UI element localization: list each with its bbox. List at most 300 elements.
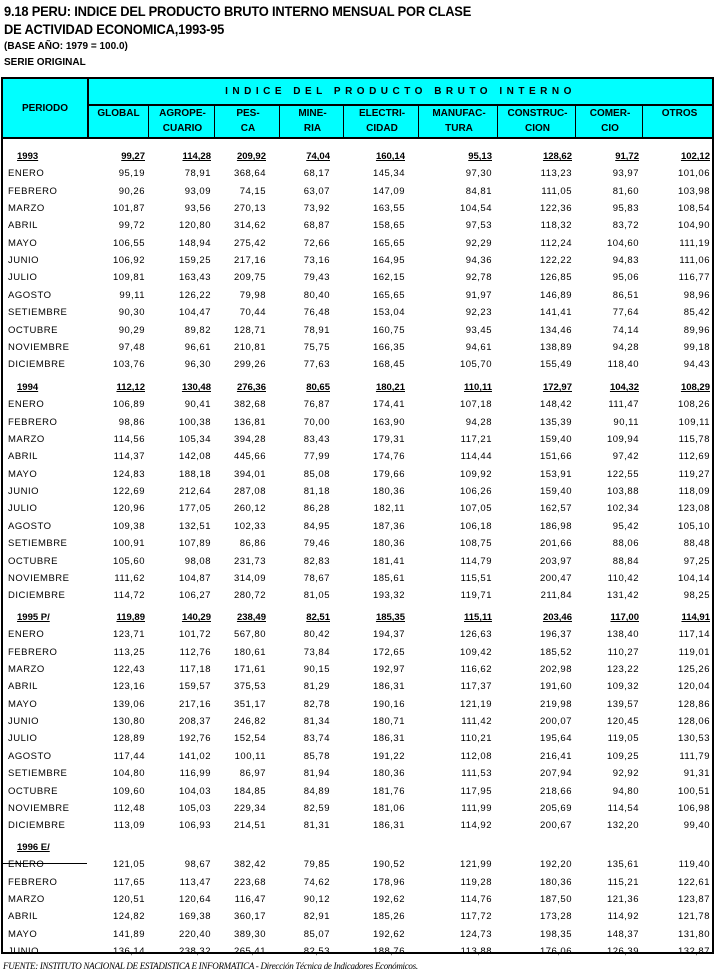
cell-value: 192,20 — [539, 859, 572, 871]
cell-value: 198,35 — [539, 928, 572, 940]
cell-value: 123,16 — [112, 681, 145, 693]
cell-value: 109,60 — [112, 785, 145, 797]
period-label: MAYO — [8, 237, 38, 249]
cell-value: 81,60 — [612, 185, 639, 197]
cell-value: 128,86 — [677, 698, 710, 710]
cell-value: 102,12 — [680, 151, 710, 162]
month-row — [3, 749, 712, 766]
period-label: OCTUBRE — [8, 324, 58, 336]
cell-value: 94,61 — [465, 341, 492, 353]
cell-value: 368,64 — [233, 168, 266, 180]
cell-value: 121,99 — [459, 859, 492, 871]
cell-value: 114,44 — [460, 451, 492, 463]
cell-value: 106,89 — [112, 399, 145, 411]
cell-value: 200,47 — [539, 572, 572, 584]
column-header-line1: AGROPE- — [159, 108, 206, 119]
cell-value: 104,90 — [677, 220, 710, 232]
cell-value: 117,00 — [610, 612, 639, 623]
cell-value: 116,99 — [179, 768, 211, 780]
cell-value: 111,79 — [679, 750, 710, 762]
cell-value: 276,36 — [236, 382, 266, 393]
cell-value: 68,17 — [303, 168, 330, 180]
column-header — [282, 106, 344, 137]
period-label: JUNIO — [8, 946, 39, 958]
period-label: MAYO — [8, 928, 38, 940]
cell-value: 130,48 — [181, 382, 211, 393]
cell-value: 81,18 — [303, 486, 330, 498]
period-label: JUNIO — [8, 255, 39, 267]
cell-value: 91,72 — [615, 151, 639, 162]
column-header-line1: ELECTRI- — [358, 108, 406, 119]
cell-value: 141,89 — [112, 928, 145, 940]
cell-value: 151,66 — [539, 451, 572, 463]
cell-value: 128,89 — [112, 733, 145, 745]
period-label: ABRIL — [8, 911, 38, 923]
cell-value: 108,29 — [680, 382, 710, 393]
cell-value: 123,08 — [677, 503, 710, 515]
cell-value: 299,26 — [233, 359, 266, 371]
cell-value: 72,66 — [303, 237, 330, 249]
period-label: MARZO — [8, 664, 45, 676]
cell-value: 159,25 — [178, 255, 211, 267]
cell-value: 119,01 — [678, 646, 710, 658]
cell-value: 113,23 — [540, 168, 572, 180]
cell-value: 88,06 — [612, 538, 639, 550]
cell-value: 108,75 — [459, 538, 492, 550]
cell-value: 98,96 — [683, 289, 710, 301]
cell-value: 265,41 — [233, 946, 266, 958]
cell-value: 209,75 — [233, 272, 266, 284]
cell-value: 148,37 — [606, 928, 639, 940]
column-header-line1: MANUFAC- — [432, 108, 486, 119]
month-row — [3, 536, 712, 553]
cell-value: 118,32 — [540, 220, 572, 232]
month-row — [3, 571, 712, 588]
cell-value: 160,14 — [375, 151, 405, 162]
cell-value: 105,10 — [677, 520, 710, 532]
cell-value: 94,28 — [612, 341, 639, 353]
cell-value: 74,62 — [303, 876, 330, 888]
cell-value: 162,15 — [372, 272, 405, 284]
divider-1996 — [3, 863, 87, 864]
cell-value: 114,28 — [182, 151, 211, 162]
cell-value: 131,42 — [606, 590, 639, 602]
cell-value: 99,27 — [121, 151, 145, 162]
month-row — [3, 875, 712, 892]
cell-value: 153,91 — [539, 468, 572, 480]
cell-value: 99,18 — [683, 341, 710, 353]
cell-value: 122,22 — [539, 255, 572, 267]
month-row — [3, 766, 712, 783]
cell-value: 94,43 — [683, 359, 710, 371]
cell-value: 117,37 — [460, 681, 492, 693]
cell-value: 163,43 — [178, 272, 211, 284]
cell-value: 394,28 — [233, 434, 266, 446]
cell-value: 146,89 — [539, 289, 572, 301]
cell-value: 139,06 — [112, 698, 145, 710]
cell-value: 96,61 — [184, 341, 211, 353]
cell-value: 238,32 — [178, 946, 211, 958]
cell-value: 210,81 — [233, 341, 266, 353]
cell-value: 173,28 — [539, 911, 572, 923]
cell-value: 90,15 — [303, 664, 330, 676]
cell-value: 96,30 — [184, 359, 211, 371]
cell-value: 122,69 — [112, 486, 145, 498]
cell-value: 168,45 — [372, 359, 405, 371]
cell-value: 79,85 — [303, 859, 330, 871]
cell-value: 132,20 — [606, 820, 639, 832]
cell-value: 180,71 — [372, 716, 405, 728]
cell-value: 114,54 — [607, 802, 639, 814]
cell-value: 180,36 — [539, 876, 572, 888]
cell-value: 82,59 — [303, 802, 330, 814]
cell-value: 145,34 — [372, 168, 405, 180]
cell-value: 92,92 — [612, 768, 639, 780]
cell-value: 93,09 — [184, 185, 211, 197]
period-label: FEBRERO — [8, 876, 58, 888]
month-row — [3, 236, 712, 253]
cell-value: 84,95 — [303, 520, 330, 532]
column-header-line1: OTROS — [661, 108, 698, 119]
cell-value: 103,88 — [606, 486, 639, 498]
cell-value: 100,11 — [234, 750, 266, 762]
period-label: DICIEMBRE — [8, 359, 66, 371]
cell-value: 97,42 — [612, 451, 639, 463]
cell-value: 114,91 — [681, 612, 710, 623]
cell-value: 104,54 — [459, 203, 492, 215]
cell-value: 128,62 — [542, 151, 572, 162]
month-row — [3, 714, 712, 731]
cell-value: 105,03 — [178, 802, 211, 814]
cell-value: 118,09 — [678, 486, 710, 498]
year-total-row — [3, 380, 712, 397]
cell-value: 94,83 — [612, 255, 639, 267]
title-line-1: 9.18 PERU: INDICE DEL PRODUCTO BRUTO INTERNO MENSUAL POR CLASE — [4, 3, 472, 19]
cell-value: 80,65 — [306, 382, 330, 393]
cell-value: 238,49 — [236, 612, 266, 623]
cell-value: 351,17 — [233, 698, 266, 710]
cell-value: 216,41 — [539, 750, 572, 762]
cell-value: 172,97 — [542, 382, 572, 393]
cell-value: 77,63 — [303, 359, 330, 371]
cell-value: 186,31 — [372, 681, 405, 693]
cell-value: 113,88 — [460, 946, 492, 958]
cell-value: 260,12 — [233, 503, 266, 515]
cell-value: 73,92 — [303, 203, 330, 215]
cell-value: 99,11 — [119, 289, 145, 301]
period-label: 1994 — [17, 382, 39, 393]
month-row — [3, 627, 712, 644]
cell-value: 84,89 — [303, 785, 330, 797]
cell-value: 128,71 — [233, 324, 266, 336]
month-row — [3, 697, 712, 714]
cell-value: 382,68 — [233, 399, 266, 411]
month-row — [3, 415, 712, 432]
cell-value: 165,65 — [372, 237, 405, 249]
cell-value: 122,43 — [112, 664, 145, 676]
cell-value: 172,65 — [372, 646, 405, 658]
data-table — [1, 77, 714, 958]
cell-value: 106,18 — [459, 520, 492, 532]
cell-value: 95,13 — [468, 151, 492, 162]
period-label: DICIEMBRE — [8, 590, 66, 602]
cell-value: 187,36 — [372, 520, 405, 532]
period-label: FEBRERO — [8, 185, 58, 197]
cell-value: 178,96 — [372, 876, 405, 888]
month-row — [3, 818, 712, 835]
column-header — [645, 106, 714, 137]
cell-value: 123,22 — [606, 664, 639, 676]
cell-value: 196,37 — [539, 629, 572, 641]
column-header-line1: GLOBAL — [97, 108, 140, 119]
cell-value: 89,82 — [184, 324, 211, 336]
cell-value: 105,34 — [178, 434, 211, 446]
cell-value: 111,42 — [461, 716, 492, 728]
cell-value: 117,65 — [113, 876, 145, 888]
cell-value: 121,36 — [606, 894, 639, 906]
cell-value: 231,73 — [233, 555, 266, 567]
cell-value: 103,98 — [677, 185, 710, 197]
month-row — [3, 909, 712, 926]
column-header-line1: CONSTRUC- — [507, 108, 568, 119]
cell-value: 106,92 — [112, 255, 145, 267]
cell-value: 176,06 — [539, 946, 572, 958]
month-row — [3, 253, 712, 270]
cell-value: 113,09 — [113, 820, 145, 832]
cell-value: 82,91 — [303, 911, 330, 923]
month-row — [3, 397, 712, 414]
cell-value: 160,75 — [372, 324, 405, 336]
cell-value: 115,21 — [607, 876, 639, 888]
cell-value: 163,55 — [372, 203, 405, 215]
cell-value: 94,28 — [465, 416, 492, 428]
cell-value: 109,32 — [606, 681, 639, 693]
month-row — [3, 270, 712, 287]
cell-value: 186,98 — [539, 520, 572, 532]
period-label: OCTUBRE — [8, 785, 58, 797]
cell-value: 123,71 — [112, 629, 145, 641]
column-header — [500, 106, 576, 137]
cell-value: 106,93 — [178, 820, 211, 832]
column-header — [578, 106, 643, 137]
cell-value: 159,40 — [539, 486, 572, 498]
cell-value: 130,80 — [112, 716, 145, 728]
cell-value: 97,30 — [465, 168, 492, 180]
cell-value: 82,83 — [303, 555, 330, 567]
cell-value: 104,03 — [178, 785, 211, 797]
cell-value: 106,55 — [112, 237, 145, 249]
cell-value: 179,31 — [372, 434, 405, 446]
cell-value: 98,08 — [184, 555, 211, 567]
cell-value: 114,92 — [607, 911, 639, 923]
cell-value: 314,62 — [233, 220, 266, 232]
cell-value: 79,43 — [303, 272, 330, 284]
period-label: 1995 P/ — [17, 612, 50, 623]
cell-value: 185,52 — [539, 646, 572, 658]
cell-value: 104,87 — [178, 572, 211, 584]
cell-value: 108,26 — [677, 399, 710, 411]
month-row — [3, 927, 712, 944]
cell-value: 78,91 — [303, 324, 330, 336]
cell-value: 193,32 — [372, 590, 405, 602]
cell-value: 217,16 — [178, 698, 211, 710]
cell-value: 112,24 — [540, 237, 572, 249]
cell-value: 98,86 — [118, 416, 145, 428]
cell-value: 81,05 — [303, 590, 330, 602]
cell-value: 192,62 — [372, 894, 405, 906]
cell-value: 112,48 — [113, 802, 145, 814]
column-header-line1: PES- — [236, 108, 260, 119]
cell-value: 126,22 — [178, 289, 211, 301]
cell-value: 165,65 — [372, 289, 405, 301]
cell-value: 126,85 — [539, 272, 572, 284]
cell-value: 95,06 — [612, 272, 639, 284]
cell-value: 139,57 — [606, 698, 639, 710]
year-total-row — [3, 149, 712, 166]
cell-value: 80,40 — [303, 289, 330, 301]
table-header — [3, 79, 712, 139]
month-row — [3, 323, 712, 340]
cell-value: 188,18 — [178, 468, 211, 480]
month-row — [3, 731, 712, 748]
cell-value: 94,36 — [465, 255, 492, 267]
cell-value: 113,25 — [113, 646, 145, 658]
cell-value: 270,13 — [233, 203, 266, 215]
month-row — [3, 166, 712, 183]
cell-value: 97,48 — [118, 341, 145, 353]
cell-value: 223,68 — [233, 876, 266, 888]
cell-value: 445,66 — [233, 451, 266, 463]
cell-value: 119,89 — [116, 612, 145, 623]
column-header-line2: RIA — [303, 123, 322, 134]
cell-value: 159,40 — [539, 434, 572, 446]
cell-value: 82,78 — [303, 698, 330, 710]
source-footer: FUENTE: INSTITUTO NACIONAL DE ESTADISTICA E INFORMATICA - Dirección Técnica de Indicadores Económicos. — [3, 961, 418, 971]
cell-value: 111,62 — [114, 572, 145, 584]
cell-value: 70,44 — [239, 307, 266, 319]
cell-value: 246,82 — [233, 716, 266, 728]
cell-value: 85,78 — [303, 750, 330, 762]
cell-value: 132,51 — [178, 520, 211, 532]
cell-value: 134,46 — [539, 324, 572, 336]
cell-value: 74,15 — [239, 185, 266, 197]
cell-value: 360,17 — [233, 911, 266, 923]
cell-value: 194,37 — [372, 629, 405, 641]
period-label: 1996 E/ — [17, 842, 50, 853]
cell-value: 108,54 — [677, 203, 710, 215]
cell-value: 190,52 — [372, 859, 405, 871]
period-label: AGOSTO — [8, 289, 52, 301]
column-header-line2: CIDAD — [366, 123, 398, 134]
cell-value: 119,05 — [607, 733, 639, 745]
cell-value: 104,80 — [112, 768, 145, 780]
period-label: MAYO — [8, 468, 38, 480]
cell-value: 185,61 — [372, 572, 405, 584]
cell-value: 110,42 — [607, 572, 639, 584]
header-group: INDICE DEL PRODUCTO BRUTO INTERNO — [89, 79, 712, 106]
period-label: NOVIEMBRE — [8, 802, 70, 814]
column-header — [421, 106, 498, 137]
period-label: JULIO — [8, 272, 38, 284]
cell-value: 158,65 — [372, 220, 405, 232]
month-row — [3, 801, 712, 818]
cell-value: 104,47 — [178, 307, 211, 319]
cell-value: 389,30 — [233, 928, 266, 940]
period-label: ENERO — [8, 399, 45, 411]
cell-value: 120,64 — [178, 894, 211, 906]
cell-value: 90,11 — [613, 416, 639, 428]
cell-value: 90,26 — [118, 185, 145, 197]
cell-value: 185,35 — [375, 612, 405, 623]
cell-value: 174,76 — [372, 451, 405, 463]
cell-value: 86,86 — [239, 538, 266, 550]
cell-value: 114,56 — [113, 434, 145, 446]
cell-value: 91,97 — [465, 289, 492, 301]
cell-value: 135,61 — [606, 859, 639, 871]
cell-value: 63,07 — [303, 185, 330, 197]
cell-value: 110,27 — [607, 646, 639, 658]
month-row — [3, 892, 712, 909]
cell-value: 164,95 — [372, 255, 405, 267]
cell-value: 78,91 — [184, 168, 211, 180]
cell-value: 100,91 — [112, 538, 145, 550]
cell-value: 111,53 — [461, 768, 492, 780]
month-row — [3, 218, 712, 235]
cell-value: 107,05 — [459, 503, 492, 515]
period-label: ABRIL — [8, 220, 38, 232]
cell-value: 83,72 — [612, 220, 639, 232]
cell-value: 119,71 — [460, 590, 492, 602]
cell-value: 82,53 — [303, 946, 330, 958]
cell-value: 109,94 — [606, 434, 639, 446]
cell-value: 188,76 — [372, 946, 405, 958]
cell-value: 177,05 — [178, 503, 211, 515]
cell-value: 126,63 — [459, 629, 492, 641]
cell-value: 128,06 — [677, 716, 710, 728]
cell-value: 113,47 — [179, 876, 211, 888]
cell-value: 181,41 — [372, 555, 405, 567]
cell-value: 80,42 — [303, 629, 330, 641]
cell-value: 141,41 — [539, 307, 572, 319]
cell-value: 73,16 — [303, 255, 330, 267]
cell-value: 163,90 — [372, 416, 405, 428]
cell-value: 112,76 — [179, 646, 211, 658]
month-row — [3, 449, 712, 466]
cell-value: 314,09 — [233, 572, 266, 584]
cell-value: 86,97 — [239, 768, 266, 780]
cell-value: 287,08 — [233, 486, 266, 498]
cell-value: 90,41 — [184, 399, 211, 411]
cell-value: 81,31 — [303, 820, 330, 832]
cell-value: 152,54 — [233, 733, 266, 745]
cell-value: 88,84 — [612, 555, 639, 567]
cell-value: 73,84 — [303, 646, 330, 658]
cell-value: 200,07 — [539, 716, 572, 728]
base-note: (BASE AÑO: 1979 = 100.0) — [4, 41, 128, 52]
cell-value: 104,32 — [609, 382, 639, 393]
cell-value: 112,69 — [678, 451, 710, 463]
cell-value: 95,42 — [612, 520, 639, 532]
cell-value: 70,00 — [303, 416, 330, 428]
cell-value: 122,55 — [606, 468, 639, 480]
cell-value: 159,57 — [178, 681, 211, 693]
cell-value: 171,61 — [233, 664, 266, 676]
cell-value: 115,51 — [460, 572, 492, 584]
period-label: NOVIEMBRE — [8, 572, 70, 584]
month-row — [3, 554, 712, 571]
cell-value: 148,42 — [539, 399, 572, 411]
cell-value: 169,38 — [178, 911, 211, 923]
